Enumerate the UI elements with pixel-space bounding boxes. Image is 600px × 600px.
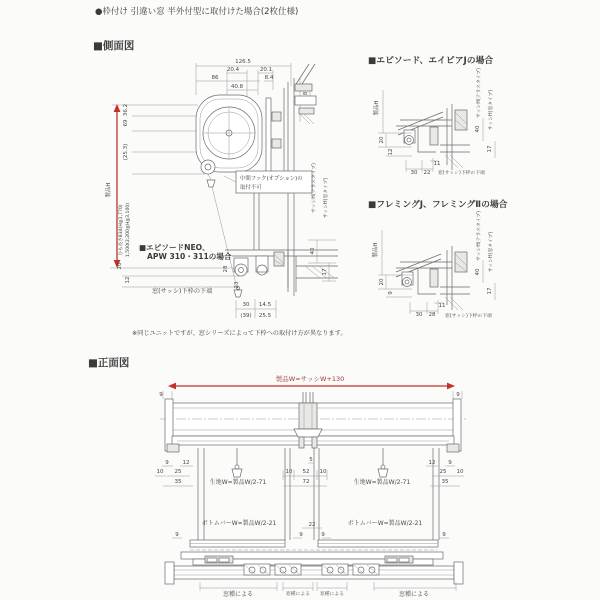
front-dim-9-br: 9 — [442, 532, 446, 538]
window-kind-left: 窓種による — [222, 591, 254, 598]
detail-b-dim-20: 20 — [379, 278, 385, 286]
detail-a-sash-terrace: サッシH(テラスタイプ) — [477, 67, 482, 119]
sash-terrace-label: サッシH(テラスタイプ) — [312, 162, 317, 214]
detail-b-dim-11: 11 — [438, 303, 446, 309]
dim-69: 69 — [123, 119, 129, 127]
page-note: ●枠付け 引違い窓 半外付型に取付けた場合(2枚仕様) — [95, 7, 299, 17]
side-view-section — [93, 39, 347, 337]
dim-25-3: (25.3) — [123, 143, 129, 161]
detail-a-dim-40: 40 — [475, 125, 481, 133]
detail-a-product-h: 製品H — [374, 100, 380, 116]
front-dim-9-c2: 9 — [321, 532, 325, 538]
front-dim-9-l: 9 — [165, 460, 169, 466]
detail-b-dim-9: 9 — [388, 291, 394, 295]
front-dim-9-r: 9 — [448, 460, 452, 466]
product-width-arrow — [159, 374, 462, 399]
window-kind-center-left: 窓種による — [286, 592, 310, 597]
cord-length-label-2: 1,500(2,200≦H≦3,100) — [126, 202, 131, 258]
detail-b-dim-40: 40 — [475, 268, 481, 276]
hook-note-line1: 中間フック(オプション)の — [240, 176, 303, 182]
front-dim-9-topleft: 9 — [159, 392, 163, 398]
detail-b-dim-17: 17 — [487, 287, 493, 295]
dim-20: 20 — [117, 262, 123, 270]
front-dim-25-r: 25 — [439, 469, 447, 475]
front-window-kind-dims — [200, 582, 456, 598]
dim-86: 86 — [211, 75, 219, 81]
fabric-width-left: 生地W=製品W/2-71 — [209, 479, 267, 486]
detail-b-dim-28: 28 — [428, 312, 436, 318]
dim-12: 12 — [125, 276, 131, 284]
roller-block-2 — [275, 564, 301, 575]
detail-a-dim-11: 11 — [433, 161, 441, 167]
front-view-title: ■正面図 — [88, 357, 130, 369]
detail-episode-drawing — [372, 90, 470, 170]
dim-30: 30 — [242, 302, 250, 308]
front-dim-10-r: 10 — [456, 469, 464, 475]
front-dim-10-c2: 10 — [319, 469, 327, 475]
detail-b-dim-30: 30 — [415, 312, 423, 318]
roller-block-1 — [244, 564, 270, 575]
roller-block-4 — [353, 564, 379, 575]
bottom-bar-width-right: ボトムバーW=製品W/2-21 — [347, 520, 423, 527]
dim-20-4: 20.4 — [226, 67, 240, 73]
detail-b-product-h: 製品H — [373, 242, 379, 258]
dim-25-5: 25.5 — [258, 313, 272, 319]
detail-a-dim-22: 22 — [423, 170, 431, 176]
detail-b-sash-terrace: サッシH(テラスタイプ) — [477, 210, 482, 262]
dim-8-4: 8.4 — [264, 75, 274, 81]
front-dim-10-c1: 10 — [285, 469, 293, 475]
detail-episode-title: ■エピソード、エイピアJの場合 — [368, 56, 494, 66]
dim-36-2: 36.2 — [123, 103, 129, 117]
product-height-arrow — [104, 104, 131, 268]
dim-14-5: 14.5 — [258, 302, 272, 308]
front-dim-5-c: 5 — [309, 457, 313, 463]
front-dim-52-c: 52 — [302, 469, 310, 475]
front-dim-35-l: 35 — [174, 479, 182, 485]
product-h-label: 製品H — [106, 182, 112, 198]
side-footnote: ※同じユニットですが、窓シリーズによって下枠への取付け方が異なります。 — [132, 330, 347, 337]
detail-a-sill-note: 窓(サッシ)下枠の下端 — [438, 171, 485, 176]
dim-28: 28 — [223, 265, 229, 273]
sash-window-label: サッシH(窓タイプ) — [324, 177, 329, 219]
front-bottom-bars — [190, 540, 438, 550]
front-dim-22-c: 22 — [308, 522, 316, 528]
front-dim-9-c1: 9 — [299, 532, 303, 538]
side-view-title: ■側面図 — [93, 40, 135, 52]
roller-block-3 — [322, 564, 348, 575]
header — [95, 6, 298, 17]
front-sill-assembly — [165, 552, 463, 584]
product-w-label: 製品W=サッシW+130 — [275, 375, 345, 383]
front-view-section — [88, 356, 466, 598]
detail-a-dim-17: 17 — [487, 145, 493, 153]
hook-note-box — [224, 171, 312, 193]
detail-a-dim-20: 20 — [379, 136, 385, 144]
case-label-line1: ■エピソードNEO、 — [139, 243, 210, 252]
front-dim-10-l: 10 — [156, 469, 164, 475]
dim-126-5: 126.5 — [235, 59, 251, 65]
front-dim-35-r: 35 — [441, 479, 449, 485]
hook-note-line2: 取付不可 — [240, 185, 262, 191]
detail-a-sash-window: サッシH(窓タイプ) — [489, 89, 494, 131]
detail-b-sash-window: サッシH(窓タイプ) — [489, 231, 494, 273]
window-kind-center-right: 窓種による — [320, 592, 344, 597]
case-label-line2: APW 310・311の場合 — [147, 252, 232, 261]
dim-40: 40 — [310, 247, 316, 255]
dim-40-8: 40.8 — [230, 84, 244, 90]
front-dim-72-c: 72 — [302, 479, 310, 485]
detail-fleming-title: ■フレミングJ、フレミングⅡの場合 — [368, 200, 508, 210]
detail-a-dim-12: 12 — [388, 148, 394, 156]
front-upper-dims — [155, 457, 464, 486]
detail-episode-section — [368, 54, 495, 176]
dim-20-1: 20.1 — [259, 67, 273, 73]
front-dim-9-topright: 9 — [456, 392, 460, 398]
detail-b-sill-note: 窓(サッシ)下枠の下端 — [445, 314, 492, 319]
front-bottombar-dims — [172, 519, 449, 538]
sash-height-labels — [310, 163, 329, 218]
detail-fleming-section — [368, 198, 508, 319]
detail-fleming-drawing — [371, 230, 470, 310]
front-dim-25-l: 25 — [174, 469, 182, 475]
window-kind-right: 窓種による — [398, 591, 430, 598]
front-dim-12-l: 12 — [182, 460, 190, 466]
dim-17: 17 — [322, 268, 328, 276]
dim-23: 23 — [234, 281, 240, 289]
front-dim-9-bl: 9 — [175, 532, 179, 538]
dim-39: (39) — [240, 313, 252, 319]
sill-edge-note: 窓(サッシ)下枠の下端 — [152, 288, 213, 295]
bottom-bar-width-left: ボトムバーW=製品W/2-21 — [201, 520, 277, 527]
detail-a-dim-30: 30 — [410, 170, 418, 176]
fabric-width-right: 生地W=製品W/2-71 — [353, 479, 411, 486]
cord-length-label-1: ひも長さ834(H≦1,770) — [119, 204, 124, 256]
front-dim-12-r: 12 — [428, 460, 436, 466]
